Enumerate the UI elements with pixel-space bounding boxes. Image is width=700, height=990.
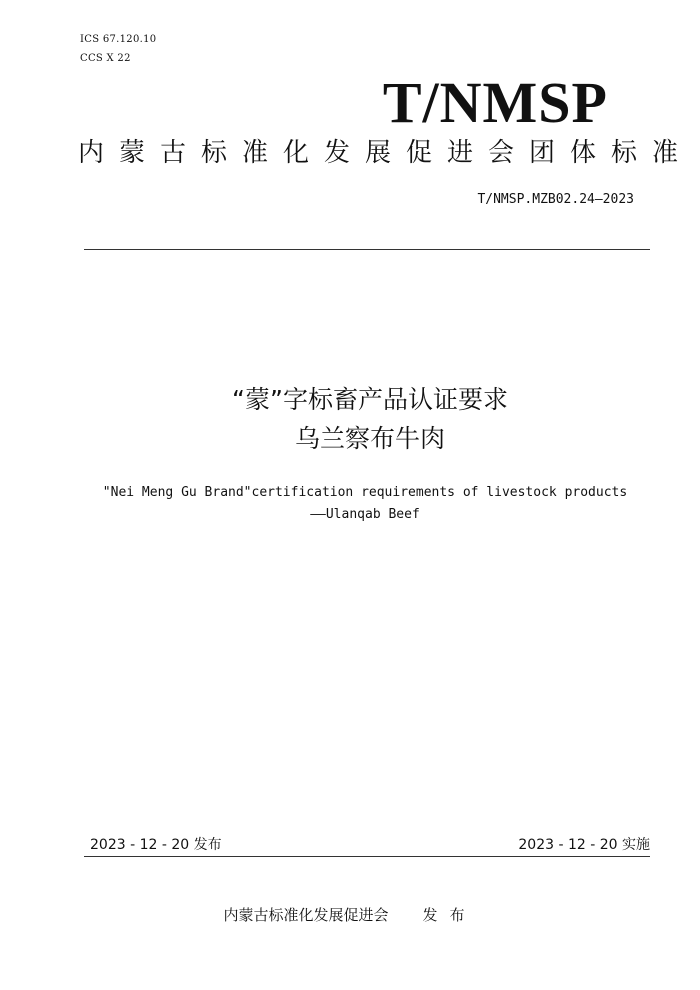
publish-date: 2023 - 12 - 20 发布 (90, 837, 222, 853)
chinese-title-line-2: 乌兰察布牛肉 (294, 424, 445, 453)
publish-word: 发布 (422, 906, 477, 924)
publisher-name: 内蒙古标准化发展促进会 (223, 906, 389, 924)
top-divider (84, 249, 650, 250)
publisher-line (0, 904, 700, 926)
chinese-title-line-1: “蒙”字标畜产品认证要求 (232, 385, 508, 414)
ics-code: ICS 67.120.10 (80, 34, 157, 45)
ccs-code: CCS X 22 (80, 53, 131, 64)
english-title-line-2: ——Ulanqab Beef (310, 507, 420, 522)
implement-date: 2023 - 12 - 20 实施 (518, 837, 650, 853)
standard-number: T/NMSP.MZB02.24—2023 (477, 192, 634, 207)
english-title-line-1: "Nei Meng Gu Brand"certification requirements of livestock products (102, 485, 628, 500)
organization-title: 内蒙古标准化发展促进会团体标准 (78, 138, 694, 168)
bottom-divider (84, 856, 650, 857)
standard-logo: T/NMSP (382, 70, 608, 135)
